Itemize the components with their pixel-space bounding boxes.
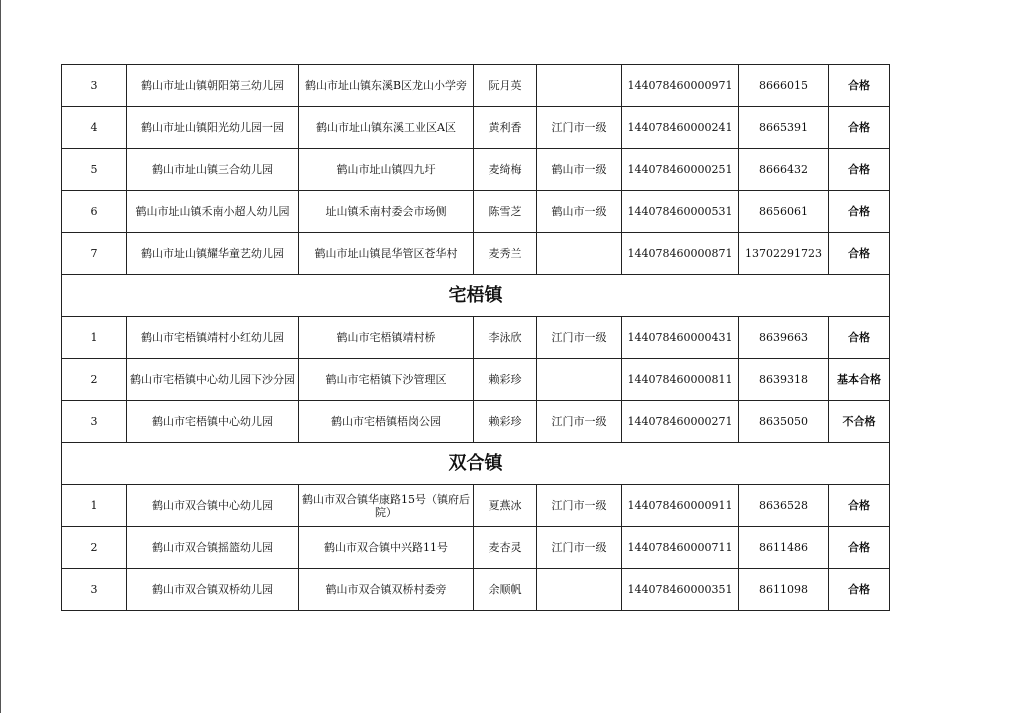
license-number-cell: 144078460000811: [622, 359, 739, 401]
row-number-cell: 3: [62, 569, 127, 611]
phone-number-cell: 8611486: [739, 527, 829, 569]
principal-name-cell: 麦绮梅: [474, 149, 537, 191]
kindergarten-name-cell: 鹤山市宅梧镇靖村小红幼儿园: [127, 317, 299, 359]
license-number-cell: 144078460000971: [622, 65, 739, 107]
kindergarten-name-cell: 鹤山市双合镇双桥幼儿园: [127, 569, 299, 611]
grade-level-cell: 江门市一级: [537, 485, 622, 527]
license-number-cell: 144078460000431: [622, 317, 739, 359]
license-number-cell: 144078460000271: [622, 401, 739, 443]
grade-level-cell: [537, 233, 622, 275]
section-header-row: [62, 443, 890, 485]
row-number-cell: 5: [62, 149, 127, 191]
kindergarten-address-cell: 鹤山市址山镇东溪B区龙山小学旁: [299, 65, 474, 107]
inspection-result-cell: 合格: [829, 233, 890, 275]
table-body: [62, 65, 890, 611]
license-number-cell: 144078460000911: [622, 485, 739, 527]
grade-level-cell: [537, 569, 622, 611]
grade-level-cell: 江门市一级: [537, 401, 622, 443]
kindergarten-address-cell: 鹤山市双合镇中兴路11号: [299, 527, 474, 569]
table-row: [62, 359, 890, 401]
license-number-cell: 144078460000241: [622, 107, 739, 149]
kindergarten-inspection-table: [61, 64, 890, 611]
table-row: [62, 527, 890, 569]
principal-name-cell: 黄利香: [474, 107, 537, 149]
inspection-result-cell: 合格: [829, 485, 890, 527]
row-number-cell: 4: [62, 107, 127, 149]
kindergarten-name-cell: 鹤山市址山镇禾南小超人幼儿园: [127, 191, 299, 233]
grade-level-cell: 江门市一级: [537, 527, 622, 569]
table-row: [62, 485, 890, 527]
inspection-result-cell: 合格: [829, 191, 890, 233]
grade-level-cell: 鹤山市一级: [537, 191, 622, 233]
kindergarten-address-cell: 鹤山市址山镇昆华管区苍华村: [299, 233, 474, 275]
principal-name-cell: 麦杏灵: [474, 527, 537, 569]
principal-name-cell: 赖彩珍: [474, 359, 537, 401]
principal-name-cell: 李泳欣: [474, 317, 537, 359]
license-number-cell: 144078460000711: [622, 527, 739, 569]
inspection-result-cell: 合格: [829, 65, 890, 107]
kindergarten-name-cell: 鹤山市址山镇朝阳第三幼儿园: [127, 65, 299, 107]
kindergarten-name-cell: 鹤山市双合镇摇篮幼儿园: [127, 527, 299, 569]
phone-number-cell: 8639318: [739, 359, 829, 401]
page-left-edge: [0, 0, 1, 713]
principal-name-cell: 陈雪芝: [474, 191, 537, 233]
table-row: [62, 65, 890, 107]
kindergarten-name-cell: 鹤山市址山镇耀华童艺幼儿园: [127, 233, 299, 275]
kindergarten-name-cell: 鹤山市宅梧镇中心幼儿园: [127, 401, 299, 443]
kindergarten-name-cell: 鹤山市址山镇三合幼儿园: [127, 149, 299, 191]
kindergarten-address-cell: 址山镇禾南村委会市场侧: [299, 191, 474, 233]
row-number-cell: 3: [62, 401, 127, 443]
license-number-cell: 144078460000531: [622, 191, 739, 233]
table-row: [62, 317, 890, 359]
grade-level-cell: 江门市一级: [537, 317, 622, 359]
inspection-result-cell: 基本合格: [829, 359, 890, 401]
table-row: [62, 107, 890, 149]
table-row: [62, 401, 890, 443]
inspection-result-cell: 合格: [829, 149, 890, 191]
principal-name-cell: 麦秀兰: [474, 233, 537, 275]
row-number-cell: 7: [62, 233, 127, 275]
license-number-cell: 144078460000871: [622, 233, 739, 275]
kindergarten-address-cell: 鹤山市双合镇华康路15号（镇府后院）: [299, 485, 474, 527]
kindergarten-address-cell: 鹤山市址山镇四九圩: [299, 149, 474, 191]
kindergarten-name-cell: 鹤山市址山镇阳光幼儿园一园: [127, 107, 299, 149]
inspection-result-cell: 合格: [829, 527, 890, 569]
principal-name-cell: 赖彩珍: [474, 401, 537, 443]
kindergarten-name-cell: 鹤山市双合镇中心幼儿园: [127, 485, 299, 527]
kindergarten-address-cell: 鹤山市宅梧镇靖村桥: [299, 317, 474, 359]
principal-name-cell: 夏燕冰: [474, 485, 537, 527]
inspection-result-cell: 合格: [829, 317, 890, 359]
phone-number-cell: 8635050: [739, 401, 829, 443]
section-title: 宅梧镇: [62, 275, 890, 317]
row-number-cell: 2: [62, 527, 127, 569]
principal-name-cell: 阮月英: [474, 65, 537, 107]
phone-number-cell: 8666432: [739, 149, 829, 191]
section-header-row: [62, 275, 890, 317]
inspection-result-cell: 合格: [829, 107, 890, 149]
grade-level-cell: 江门市一级: [537, 107, 622, 149]
inspection-result-cell: 合格: [829, 569, 890, 611]
inspection-result-cell: 不合格: [829, 401, 890, 443]
phone-number-cell: 13702291723: [739, 233, 829, 275]
kindergarten-address-cell: 鹤山市双合镇双桥村委旁: [299, 569, 474, 611]
kindergarten-address-cell: 鹤山市宅梧镇梧岗公园: [299, 401, 474, 443]
grade-level-cell: [537, 359, 622, 401]
phone-number-cell: 8665391: [739, 107, 829, 149]
table-row: [62, 191, 890, 233]
principal-name-cell: 余顺帆: [474, 569, 537, 611]
phone-number-cell: 8611098: [739, 569, 829, 611]
row-number-cell: 1: [62, 485, 127, 527]
table-row: [62, 569, 890, 611]
row-number-cell: 2: [62, 359, 127, 401]
license-number-cell: 144078460000251: [622, 149, 739, 191]
phone-number-cell: 8636528: [739, 485, 829, 527]
grade-level-cell: 鹤山市一级: [537, 149, 622, 191]
table-row: [62, 149, 890, 191]
license-number-cell: 144078460000351: [622, 569, 739, 611]
phone-number-cell: 8639663: [739, 317, 829, 359]
phone-number-cell: 8666015: [739, 65, 829, 107]
table-row: [62, 233, 890, 275]
phone-number-cell: 8656061: [739, 191, 829, 233]
kindergarten-address-cell: 鹤山市址山镇东溪工业区A区: [299, 107, 474, 149]
grade-level-cell: [537, 65, 622, 107]
row-number-cell: 1: [62, 317, 127, 359]
row-number-cell: 6: [62, 191, 127, 233]
kindergarten-name-cell: 鹤山市宅梧镇中心幼儿园下沙分园: [127, 359, 299, 401]
section-title: 双合镇: [62, 443, 890, 485]
row-number-cell: 3: [62, 65, 127, 107]
kindergarten-address-cell: 鹤山市宅梧镇下沙管理区: [299, 359, 474, 401]
